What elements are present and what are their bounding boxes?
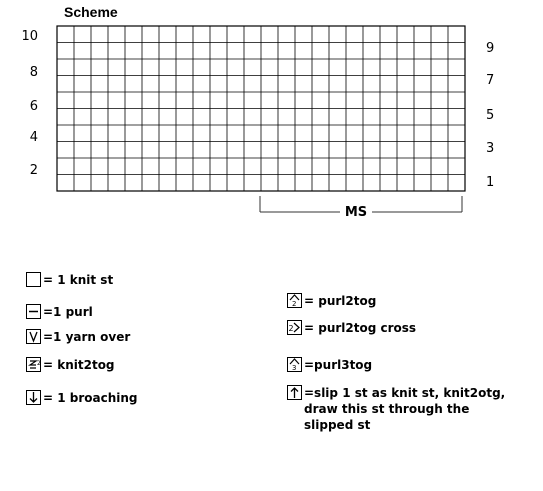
row-number-1: 1 <box>486 175 495 190</box>
row-number-10: 10 <box>21 29 38 44</box>
legend-item-purl <box>26 304 93 320</box>
svg-text:3: 3 <box>292 364 297 372</box>
purl3tog-icon <box>287 357 302 372</box>
legend-item-purl3tog <box>287 357 372 373</box>
legend-item-purl2tog-cross <box>287 320 416 336</box>
legend-item-purl2tog <box>287 293 376 309</box>
legend-label: =1 yarn over <box>43 330 131 344</box>
chart-title: Scheme <box>64 4 118 20</box>
yarn-over-icon <box>26 329 41 344</box>
repeat-label: MS <box>344 205 368 220</box>
row-number-5: 5 <box>486 108 495 123</box>
legend-label: =slip 1 st as knit st, knit2otg, draw this st through the slipped st <box>304 386 506 432</box>
legend-label: = 1 knit st <box>43 273 114 287</box>
legend-item-yarn-over <box>26 329 130 345</box>
row-number-8: 8 <box>29 65 38 80</box>
legend-item-knit2tog <box>26 357 115 373</box>
knit2tog-icon <box>26 357 41 372</box>
legend-label: = knit2tog <box>43 358 115 372</box>
row-number-3: 3 <box>486 141 495 156</box>
purl-icon <box>26 304 41 319</box>
knitting-chart <box>0 0 543 230</box>
legend-label: = 1 broaching <box>43 391 138 405</box>
legend-label: = purl2tog cross <box>304 321 417 335</box>
svg-text:2: 2 <box>37 360 41 367</box>
broaching-icon <box>26 390 41 405</box>
legend-label: =purl3tog <box>304 358 373 372</box>
row-number-4: 4 <box>29 130 38 145</box>
legend-item-broaching <box>26 390 138 406</box>
legend-item-slip-knit2tog-draw <box>287 385 519 433</box>
legend-label: =1 purl <box>43 305 93 319</box>
svg-text:2: 2 <box>288 324 294 333</box>
arrow-up-icon <box>287 385 302 400</box>
row-number-6: 6 <box>29 99 38 114</box>
purl2tog-icon <box>287 293 302 308</box>
legend-label: = purl2tog <box>304 294 377 308</box>
row-number-7: 7 <box>486 73 495 88</box>
legend-item-knit <box>26 272 113 288</box>
row-number-9: 9 <box>486 41 495 56</box>
svg-text:2: 2 <box>292 300 297 308</box>
row-number-2: 2 <box>29 163 38 178</box>
purl2tog-cross-icon <box>287 320 302 335</box>
knit-icon <box>26 272 41 287</box>
